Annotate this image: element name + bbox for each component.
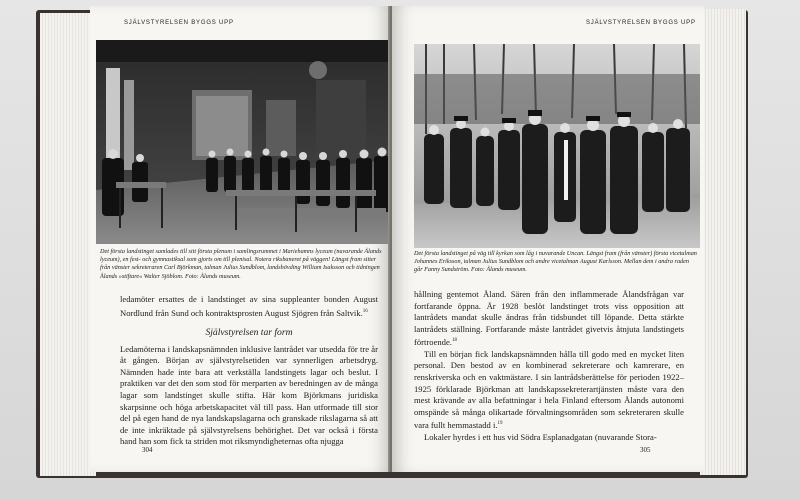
page-edges-right — [700, 9, 746, 475]
photo-procession — [414, 44, 700, 248]
procession-image — [414, 44, 700, 248]
page-edges-left — [40, 13, 96, 476]
footnote-ref: 16 — [362, 308, 368, 314]
paragraph-text: hållning gentemot Åland. Sären från den inflammerade Ålandsfrågan var fortfarande öppna. År 1928 beslöt landstinget trots viss opposition att lantrådets mandat skulle ändras från tidsbundet till löpande. Detta stärkte lantrådets ställning. Fortfarande måste lantrådet givetvis åtnjuta landstingets förtroende. — [414, 289, 684, 348]
plenary-hall-image — [96, 40, 390, 244]
section-heading: Självstyrelsen tar form — [205, 327, 293, 339]
paragraph-text: ledamöter ersattes de i landstinget av sina suppleanter bonden August Nordlund från Sund och kontraktsprosten August Sjögren från Saltvik. — [120, 294, 378, 318]
footnote-ref: 18 — [451, 338, 457, 344]
photo-caption-right: Det första landstinget på väg till kyrkan som låg i nuvarande Uncan. Längst fram (från vänster) första vicetalman Johannes Eriksson, talman Julius Sundblom och andre vicetalman August Karlsson. Mellan dem i andra raden går Fanny Sundström. Foto: Ålands museum. — [414, 250, 697, 274]
left-page — [90, 6, 390, 472]
paragraph — [414, 349, 684, 432]
photo-caption-left: Det första landstinget samlades till sitt första plenum i samlingsrummet i Mariehamns lyceum (nuvarande Ålands lyceum), en fest- och gymnastiksal som gjorts om till plenisal. Notera riksbaneret på väggen! Längst fram sitter från vänster sekreteraren Carl Björkman, talman Julius Sundblom, landshövding William Isaksson och tidningen Ålands »stiftare« Walter Sjöblom. Foto: Ålands museum. — [100, 248, 382, 280]
paragraph-text: Till en början fick landskapsnämnden hålla till godo med en mycket liten personal. Den bestod av en kombinerad sekreterare och kamrerare, en renskriverska och en vaktmästare. I sin lantrådsberättelse för perioden 1922–1925 förklarade Björkman att landskapssekreterartjänsten måste vara den mest krävande av alla befattningar i hela Finland eftersom Ålands autonomi omspände så många olikartade förvaltningsområden som sekreteraren skulle vara fullt hemmastadd i. — [414, 348, 684, 431]
paragraph: Ledamöterna i landskapsnämnden inklusive lantrådet var utsedda för tre år åt gången. Början av självstyrelsetiden var synnerligen arbetsdryg. Nämnden hade inte bara att verkställa landstingets lagar och beslut. I praktiken var det den som stod för merparten av beredningen av de många lagar som landstinget skulle stifta. Här kom Björkmans juridiska skarpsinne och höga arbetskapacitet väl till pass. Han utformade till stor del på egen hand de nya landskapslagarna och granskade rikslagarna så att de inte inkräktade på självstyrelsens behörighet. Det var också i första hand han som fick ta striden mot riksmyndigheternas ofta njugga — [120, 343, 378, 447]
paragraph-continuation — [120, 294, 378, 319]
photo-plenary-hall — [96, 40, 390, 244]
paragraph — [414, 289, 684, 349]
body-text-left — [120, 294, 378, 448]
body-text-right — [414, 289, 684, 443]
running-head-left: SJÄLVSTYRELSEN BYGGS UPP — [124, 20, 234, 26]
page-number-left: 304 — [142, 446, 153, 454]
running-head-right: SJÄLVSTYRELSEN BYGGS UPP — [586, 20, 696, 26]
footnote-ref: 19 — [497, 421, 503, 427]
paragraph: Lokaler hyrdes i ett hus vid Södra Esplanadgatan (nuvarande Stora- — [424, 431, 657, 442]
page-number-right: 305 — [640, 446, 651, 454]
right-page — [392, 6, 704, 472]
